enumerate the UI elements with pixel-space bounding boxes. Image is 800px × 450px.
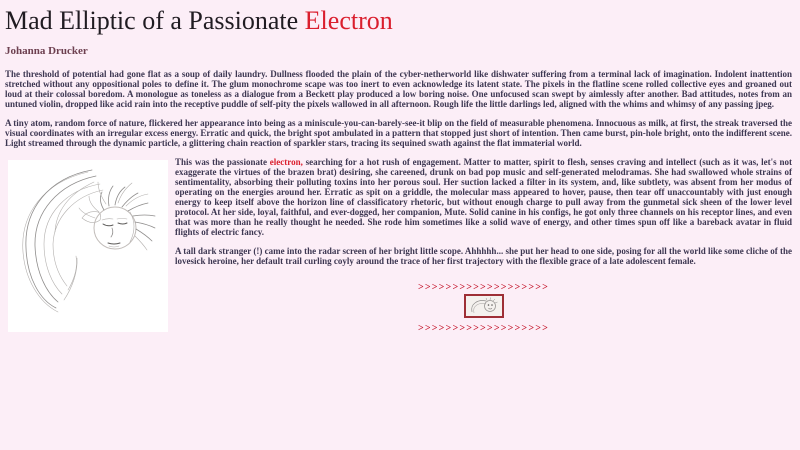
comet-sketch-image [8,160,168,332]
illustrated-section [5,157,792,333]
title-accent: Electron [304,6,393,35]
paragraph-2: A tiny atom, random force of nature, flickered her appearance into being as a miniscule-you-can-barely-see-it blip on the field of measurable phenomena. Innocuous as milk, at first, the streak traversed the visual coordinates with an irregular excess energy. Erratic and quick, the bright spot ambulated in a pattern that stopped just short of intention. Then came burst, pin-hole bright, onto the indifferent scene. Light streamed through the dynamic particle, a glittering chain reaction of sparkler stars, tracing its sequined swath against the flat immaterial world. [5,118,792,148]
electron-accent-word: electron, [269,157,303,167]
arrows-top-link[interactable]: >>>>>>>>>>>>>>>>>>> [417,282,550,293]
arrows-bottom-link[interactable]: >>>>>>>>>>>>>>>>>>> [417,323,550,334]
page-title [5,6,792,36]
paragraph-3-rest: searching for a hot rush of engagement. Matter to matter, spirit to flesh, senses craving and intellect (such as it was, let's not exaggerate the virtues of the brazen brat) desiring, she careened, drunk on bad pop music and self-generated melodramas. She had swallowed whole strains of sentimentality, absorbing their polluting toxins into her porous soul. Her suction lacked a filter in its system, and, like subtlety, was absent from her modus of operating on the energies around her. Erratic as spit on a griddle, the molecular mass appeared to hover, pause, then tear off unaccountably with just enough energy to keep itself above the horizon line of classificatory rhetoric, but without enough charge to pull away from the gunmetal sick sheen of the lower level protocol. At her side, loyal, faithful, and ever-dogged, her companion, Mute. Solid canine in his configs, he got only three channels on his receptor lines, and even that was more than he really thought he needed. She rode him sometimes like a solid wave of energy, and other times spun off like a bareback avatar in fluid flights of electric fancy. [175,157,792,237]
paragraph-4: A tall dark stranger (!) came into the radar screen of her bright little scope. Ahhhhh... she put her head to one side, posing for all the world like some cliche of the lovesick heroine, her default trail curling coyly around the trace of her first trajectory with the flexible grace of a late adolescent female. [175,246,792,266]
comet-thumbnail-sketch [466,296,502,316]
paragraph-1: The threshold of potential had gone flat as a soup of daily laundry. Dullness flooded the plain of the cyber-netherworld like dishwater suffering from a terminal lack of imagination. Indolent inattention stretched without any oppositional poles to define it. The glum monochrome scape was too inert to even acknowledge its latent state. The pixels in the flatline scene rolled collective eyes and groaned out loud at their colossal boredom. A monologue as toneless as a dialogue from a Beckett play produced a low boring noise. One unfocused scan swept by aimlessly after another. Bad attitudes, notes from an untuned violin, dropped like acid rain into the receptive puddle of self-pity the pixels wallowed in all afternoon. Rough life the little darlings led, aligned with the whims and whimsy of any passing jpeg. [5,69,792,109]
paragraph-3-lead: This was the passionate [175,157,270,167]
comet-thumbnail-link[interactable] [464,294,504,318]
byline: Johanna Drucker [5,45,88,57]
nav-block [173,283,792,333]
title-main: Mad Elliptic of a Passionate [5,6,305,35]
